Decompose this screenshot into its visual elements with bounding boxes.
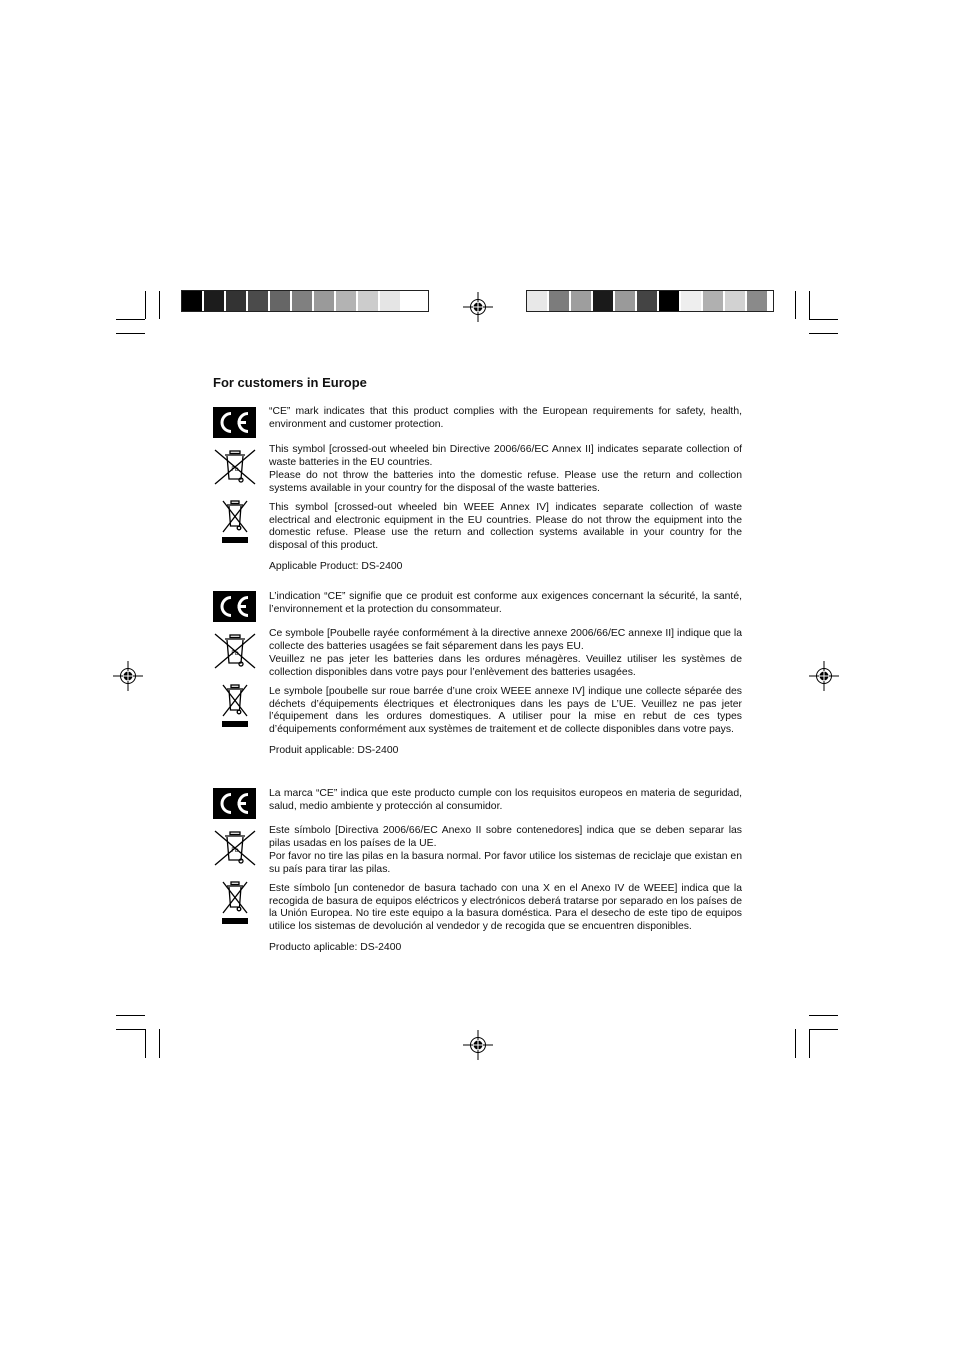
crop-mark [159,291,160,319]
color-swatch [226,291,246,311]
crop-mark [145,291,146,319]
color-swatch [747,291,767,311]
ce-row [213,406,742,438]
color-swatch [292,291,312,311]
color-swatch [204,291,224,311]
ce-description: L’indication “CE” signifie que ce produit est conforme aux exigences concernant la sécurité, la santé, l’environnement et la protection du consommateur. [269,591,742,615]
crossed-battery-bin-icon [213,829,257,867]
ce-mark-icon [213,591,256,622]
crop-mark [795,1029,796,1058]
color-swatch [248,291,268,311]
weee-description: Este símbolo [un contenedor de basura tachado con una X en el Anexo IV de WEEE] indica que la recogida de basura de equipos eléctricos y electrónicos deberá tratarse por separado en los países de la Unión Europea. No tire este equipo a la basura doméstica. Para el desecho de este tipo de equipos utilice los sistemas de devolución al vendedor y de recogida que se encuentren disponibles. [269,882,742,933]
crop-mark [145,1029,146,1058]
color-swatch [270,291,290,311]
weee-description: Le symbole [poubelle sur roue barrée d’une croix WEEE annexe IV] indique une collecte séparée des déchets d’équipements électriques et électroniques dans les pays de L’UE. Veuillez ne pas jeter l’équipement dans les ordures domestiques. A utiliser pour la mise en rebut de ces types d’équipements conformément aux systèmes de traitement et de collecte disponibles dans votre pays. [269,685,742,736]
color-swatch [593,291,613,311]
registration-mark-icon [463,1030,493,1060]
weee-row [213,686,742,738]
battery-disposal-note: Por favor no tire las pilas en la basura normal. Por favor utilice los sistemas de reciclaje que existan en su país para tirar las pilas. [269,850,742,875]
ce-description: “CE” mark indicates that this product complies with the European requirements for safety, health, environment and customer protection. [269,406,742,430]
crop-mark [116,1029,145,1030]
color-swatch [182,291,202,311]
weee-row [213,502,742,554]
page-title: For customers in Europe [213,375,367,390]
crop-mark [809,291,810,319]
color-swatch [615,291,635,311]
section-french [213,591,742,757]
battery-bin-row [213,444,742,496]
battery-disposal-note: Veuillez ne pas jeter les batteries dans les ordures ménagères. Veuillez utiliser les systèmes de collection disponibles dans votre pays pour l’enlèvement des batteries usagées. [269,653,742,678]
registration-mark-icon [113,661,143,691]
section-spanish [213,788,742,954]
color-swatch [637,291,657,311]
crop-mark [116,1015,145,1016]
battery-bin-row [213,628,742,680]
ce-row [213,788,742,819]
weee-row [213,883,742,935]
battery-disposal-note: Please do not throw the batteries into the domestic refuse. Please use the return and collection systems available in your country for the disposal of the waste batteries. [269,469,742,494]
color-swatch [549,291,569,311]
ce-description: La marca “CE” indica que este producto cumple con los requisitos europeos en materia de seguridad, salud, medio ambiente y protección al consumidor. [269,788,742,812]
color-swatch [681,291,701,311]
color-bar-right [526,290,774,312]
battery-bin-row [213,825,742,877]
color-swatch [659,291,679,311]
section-english [213,406,742,573]
crop-mark [809,319,838,320]
color-swatch [358,291,378,311]
crossed-battery-bin-icon [213,448,257,486]
crop-mark [795,291,796,319]
battery-description: Ce symbole [Poubelle rayée conformément à la directive annexe 2006/66/EC annexe II] indique que la collecte des batteries usagées se fait séparement dans les pays EU. [269,628,742,652]
ce-row [213,591,742,622]
color-swatch [725,291,745,311]
color-swatch [571,291,591,311]
color-swatch [402,291,422,311]
crop-mark [809,333,838,334]
ce-mark-icon [213,407,256,438]
crop-mark [809,1029,838,1030]
crossed-battery-bin-icon [213,632,257,670]
applicable-product: Producto aplicable: DS-2400 [269,942,402,954]
registration-mark-icon [809,661,839,691]
color-swatch [527,291,547,311]
color-swatch [314,291,334,311]
battery-description: Este símbolo [Directiva 2006/66/EC Anexo II sobre contenedores] indica que se deben separar las pilas usadas en los países de la UE. [269,825,742,849]
color-swatch [703,291,723,311]
ce-mark-icon [213,788,256,819]
weee-description: This symbol [crossed-out wheeled bin WEEE Annex IV] indicates separate collection of waste electrical and electronic equipment in the EU countries. Please do not throw the equipment into the domestic refuse. Please use the return and collection systems available in your country for the disposal of this product. [269,501,742,552]
crop-mark [116,319,145,320]
crop-mark [809,1015,838,1016]
crossed-weee-bin-icon [220,499,250,545]
registration-mark-icon [463,292,493,322]
applicable-product: Applicable Product: DS-2400 [269,561,403,573]
color-bar-left [181,290,429,312]
crop-mark [116,333,145,334]
applicable-product: Produit applicable: DS-2400 [269,745,399,757]
crop-mark [159,1029,160,1058]
color-swatch [336,291,356,311]
crossed-weee-bin-icon [220,683,250,729]
battery-description: This symbol [crossed-out wheeled bin Directive 2006/66/EC Annex II] indicates separate collection of waste batteries in the EU countries. [269,444,742,468]
crossed-weee-bin-icon [220,880,250,926]
color-swatch [380,291,400,311]
crop-mark [809,1029,810,1058]
